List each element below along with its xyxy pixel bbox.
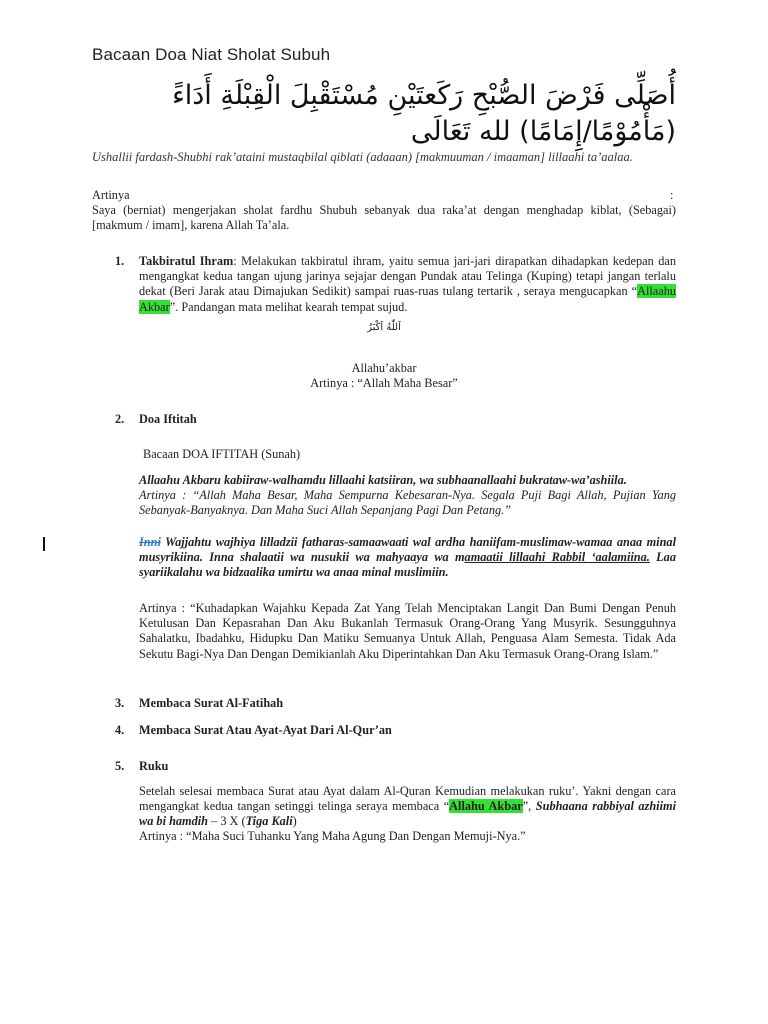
takbir-latin: Allahu’akbar [351, 361, 417, 375]
artinya-label: Artinya [92, 188, 130, 202]
paragraph-text: wa’ashiila. [571, 473, 627, 487]
paragraph-text: ”, [522, 799, 536, 814]
list-number-4: 4. [115, 723, 125, 737]
artinya-text: Saya (berniat) mengerjakan sholat fardhu Shubuh sebanyak dua raka’at dengan menghadap kiblat, (Sebagai) [makmum / imam], karena Allah Ta’ala. [92, 203, 676, 233]
highlighted-text: Allaahu Akbar [139, 284, 676, 314]
ruku-paragraph [139, 784, 676, 830]
arabic-niat-line-1: أُصَلِّى فَرْضَ الصُّبْحِ رَكَعتَيْنِ مُسْتَقْبِلَ الْقِبْلَةِ أَدَاءً [172, 80, 676, 111]
list-number-1: 1. [115, 254, 125, 268]
transliteration: Ushallii fardash-Shubhi rak’ataini mustaqbilal qiblati (adaaan) [makmuuman / imaaman] lillaahi ta’aalaa. [92, 150, 633, 164]
list-number-3: 3. [115, 696, 125, 710]
paragraph-text: Laa syariikalahu wa bidzaalika umirtu wa anaa minal muslimiin [139, 550, 676, 580]
takbir-artinya: Artinya : “Allah Maha Besar” [310, 376, 458, 390]
paragraph-text: ) [292, 814, 297, 829]
paragraph-text: – 3 X ( [208, 814, 246, 829]
highlighted-text: Allahu Akbar [449, 799, 523, 814]
section-heading: Membaca Surat Al-Fatihah [139, 696, 284, 710]
section-heading: Ruku [139, 759, 169, 773]
italic-text: Tiga Kali [245, 814, 293, 829]
section-heading: Takbiratul Ihram [139, 254, 234, 268]
wajjahtu-text [139, 535, 676, 581]
arabic-niat-line-2: (مَأْمُوْمًا/إِمَامًا) لله تَعَالَى [410, 116, 676, 147]
artinya-iftitah-2: Artinya : “Kuhadapkan Wajahku Kepada Zat Yang Telah Menciptakan Langit Dan Bumi Dengan Penuh Ketulusan Dan Kepasrahan Dan Aku Bukanlah Termasuk Orang-Orang Yang Musyrik. Sesungguhnya Sahalatku, Ibadahku, Hidupku Dan Matiku Semuanya Untuk Allah, Penguasa Alam Semesta. Tidak Ada Sekutu Bagi-Nya Dan Dengan Demikianlah Aku Diperintahkan Dan Aku Termasuk Orang-Orang Islam.” [139, 601, 676, 661]
text-cursor [43, 537, 45, 551]
italic-text: Subhaana rabbiyal azhiimi wa bi hamdih [139, 799, 676, 829]
paragraph-text: Allaahu Akbaru kabiiraw-walhamdu lillaahi katsiiran, wa subhaanallaahi bukrataw- [139, 473, 572, 487]
paragraph-text: ”. Pandangan mata melihat kearah tempat sujud. [169, 299, 408, 314]
paragraph-text: : Melakukan takbiratul ihram, yaitu semua jari-jari dirapatkan dihadapkan kedepan dan mengangkat kedua tangan ujung jarinya sejajar dengan Pundak atau Telinga (Kuping) tetapi jangan terlalu dekat (Beri Jarak atau Dimajukan Sedikit) sampai ruas-ruas tulang tertarik , seraya mengucapkan “ [139, 254, 676, 299]
struck-text: Inni [139, 535, 161, 549]
section-heading: Membaca Surat Atau Ayat-Ayat Dari Al-Qur’an [139, 723, 392, 737]
arabic-takbir: اَللّٰهُ اَكْبَرُ [367, 322, 401, 333]
bacaan-doa-iftitah: Bacaan DOA IFTITAH (Sunah) [143, 447, 301, 461]
list-number-5: 5. [115, 759, 125, 773]
takbiratul-paragraph [139, 254, 676, 315]
ruku-artinya: Artinya : “Maha Suci Tuhanku Yang Maha Agung Dan Dengan Memuji-Nya.” [139, 829, 526, 843]
allaahu-akbaru-text [139, 473, 676, 488]
artinya-iftitah-1: Artinya : “Allah Maha Besar, Maha Sempurna Kebesaran-Nya. Segala Puji Bagi Allah, Pujian Yang Sebanyak-Banyaknya. Dan Maha Suci Allah Sepanjang Pagi Dan Petang.” [139, 488, 676, 518]
paragraph-text: . [445, 565, 449, 580]
list-number-2: 2. [115, 412, 125, 426]
underlined-text: amaatii lillaahi Rabbil ‘aalamiina. [464, 550, 650, 565]
artinya-colon: : [670, 188, 674, 202]
section-heading: Doa Iftitah [139, 412, 197, 426]
paragraph-text: Wajjahtu wajhiya lilladzii fatharas-samaawaati wal ardha haniifam-muslimaw-wamaa anaa minal musyrikiina. Inna shalaatii wa nusukii wa mahyaaya wa m [139, 535, 676, 565]
paragraph-text: Setelah selesai membaca Surat atau Ayat dalam Al-Quran Kemudian melakukan ruku’. Yakni dengan cara mengangkat kedua tangan setinggi telinga seraya membaca “ [139, 784, 676, 814]
document-title: Bacaan Doa Niat Sholat Subuh [92, 45, 331, 64]
